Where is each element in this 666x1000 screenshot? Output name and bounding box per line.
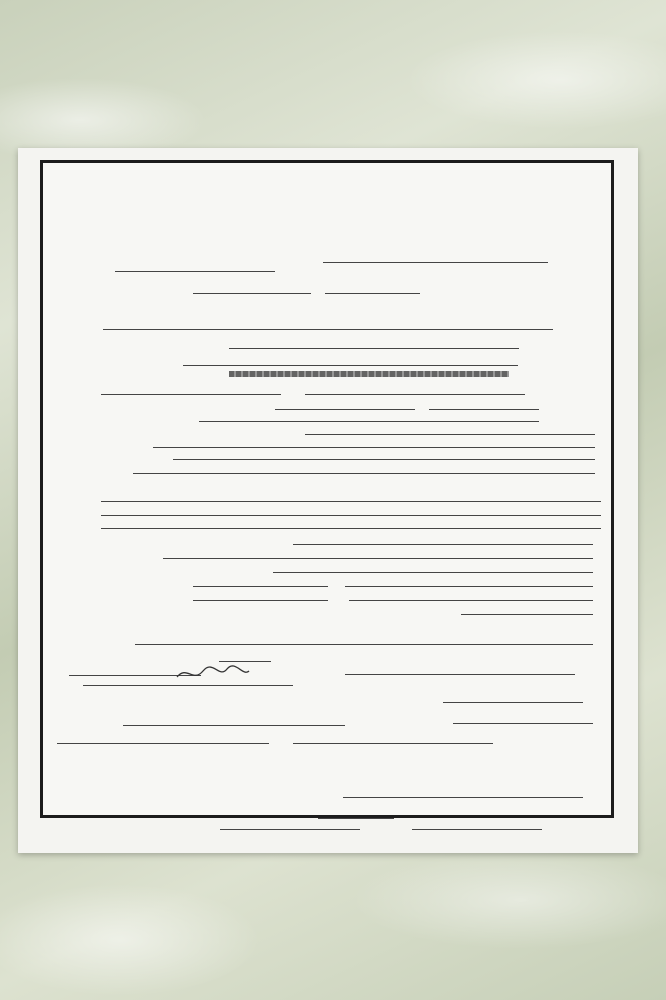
compensation-form xyxy=(40,160,614,818)
officer-signature xyxy=(173,663,253,683)
struck-out-text xyxy=(229,371,509,377)
